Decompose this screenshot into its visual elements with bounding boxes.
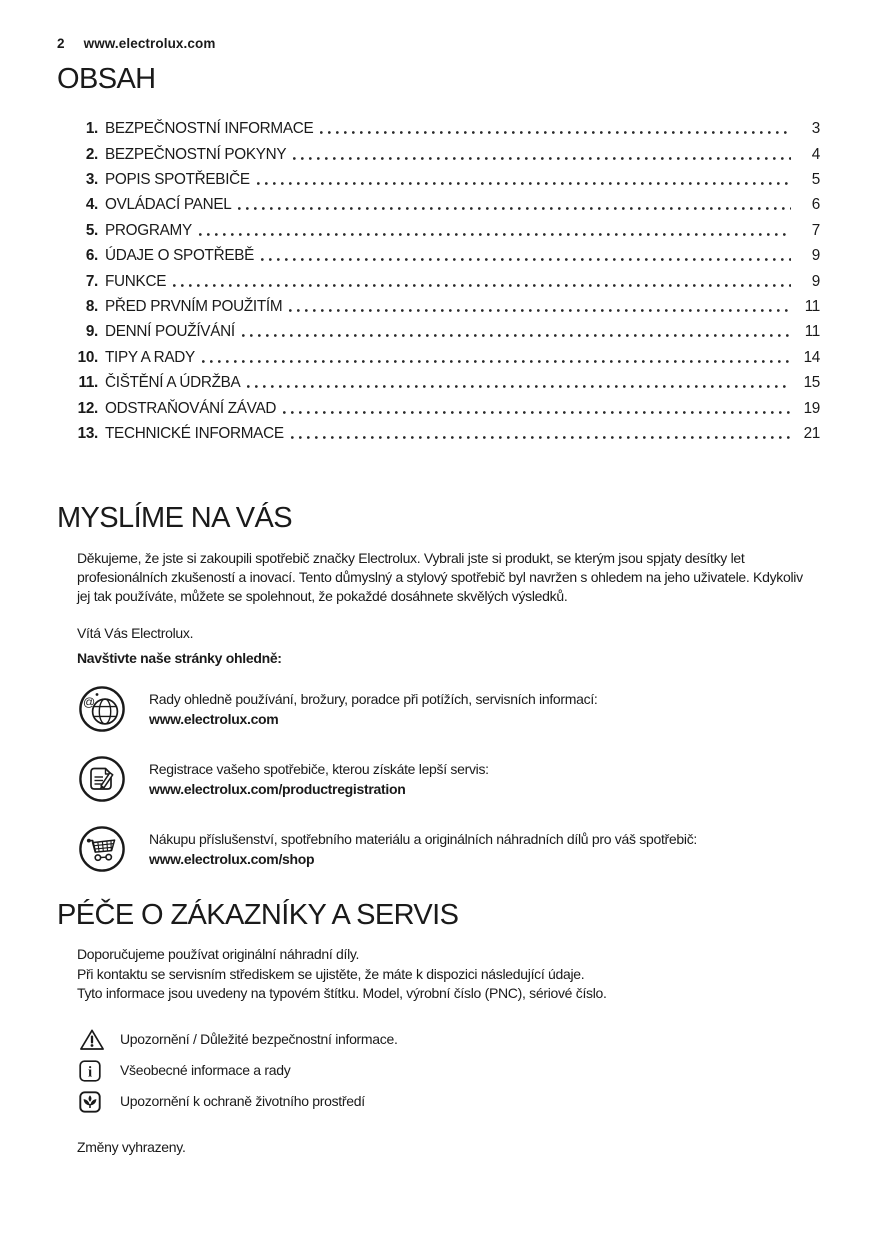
toc-leader-dots: [199, 233, 791, 236]
globe-at-icon: [78, 685, 126, 733]
toc-item-label: BEZPEČNOSTNÍ POKYNY: [105, 145, 287, 163]
customer-care-text: [77, 945, 820, 1003]
link-url[interactable]: www.electrolux.com/productregistration: [149, 780, 406, 797]
toc-item[interactable]: [57, 189, 820, 214]
shopping-cart-icon: [78, 825, 126, 873]
toc-title: OBSAH: [57, 63, 156, 95]
toc-item[interactable]: [57, 113, 820, 138]
toc-leader-dots: [291, 436, 791, 439]
toc-item[interactable]: [57, 138, 820, 163]
toc-item-label: ODSTRAŇOVÁNÍ ZÁVAD: [105, 399, 277, 417]
toc-item-page: 9: [811, 272, 820, 290]
link-text-block: [149, 755, 489, 799]
toc-item[interactable]: [57, 265, 820, 290]
section-title-we-think-of-you: MYSLÍME NA VÁS: [57, 501, 292, 534]
toc-item-label: TIPY A RADY: [105, 348, 195, 366]
info-note: [79, 1055, 820, 1086]
website-link-row: [78, 685, 820, 733]
care-line: Tyto informace jsou uvedeny na typovém štítku. Model, výrobní číslo (PNC), sériové číslo.: [77, 984, 607, 1001]
legend-notes: [57, 1024, 820, 1117]
link-url[interactable]: www.electrolux.com: [149, 710, 279, 727]
toc-item[interactable]: [57, 164, 820, 189]
toc-item[interactable]: [57, 214, 820, 239]
toc-leader-dots: [247, 385, 791, 388]
toc-leader-dots: [289, 309, 791, 312]
toc-item-number: 8.: [85, 298, 98, 316]
toc-item-label: DENNÍ POUŽÍVÁNÍ: [105, 323, 235, 341]
shop-link-row: [78, 825, 820, 873]
svg-text:i: i: [88, 1064, 92, 1081]
toc-item-label: FUNKCE: [105, 272, 167, 290]
toc-item-page: 3: [811, 120, 820, 138]
warning-note: [79, 1024, 820, 1055]
toc-item-label: PROGRAMY: [105, 221, 192, 239]
toc-item-label: ÚDAJE O SPOTŘEBĚ: [105, 247, 255, 265]
toc-item-label: TECHNICKÉ INFORMACE: [105, 424, 284, 442]
toc-item[interactable]: [57, 367, 820, 392]
toc-item-number: 4.: [85, 196, 98, 214]
toc-item-number: 12.: [77, 399, 98, 417]
toc-leader-dots: [202, 360, 791, 363]
section-title-customer-care: PÉČE O ZÁKAZNÍKY A SERVIS: [57, 899, 459, 932]
toc-item[interactable]: [57, 392, 820, 417]
toc-item[interactable]: [57, 240, 820, 265]
toc-leader-dots: [261, 258, 791, 261]
page-header: [57, 36, 820, 51]
care-line: Doporučujeme používat originální náhradní díly.: [77, 946, 360, 963]
toc-item-page: 21: [803, 424, 820, 442]
table-of-contents: [57, 113, 820, 443]
toc-item[interactable]: [57, 418, 820, 443]
site-url: www.electrolux.com: [83, 36, 216, 51]
toc-item-page: 11: [804, 298, 820, 316]
toc-item-page: 9: [811, 247, 820, 265]
toc-item-number: 11.: [78, 374, 98, 392]
toc-item-page: 19: [803, 399, 820, 417]
registration-link-row: [78, 755, 820, 803]
toc-item-number: 6.: [85, 247, 98, 265]
toc-leader-dots: [257, 182, 791, 185]
link-url[interactable]: www.electrolux.com/shop: [149, 850, 315, 867]
svg-text:@: @: [83, 695, 95, 710]
toc-item-page: 14: [803, 348, 820, 366]
toc-item-number: 13.: [77, 424, 98, 442]
welcome-line: Vítá Vás Electrolux.: [77, 624, 194, 641]
toc-item[interactable]: [57, 341, 820, 366]
toc-item-number: 3.: [85, 171, 98, 189]
toc-item-label: ČIŠTĚNÍ A ÚDRŽBA: [105, 374, 241, 392]
warning-icon: [79, 1028, 105, 1051]
toc-item-page: 6: [811, 196, 820, 214]
toc-leader-dots: [283, 411, 791, 414]
toc-item-number: 2.: [85, 145, 98, 163]
link-text-block: [149, 685, 598, 729]
toc-item[interactable]: [57, 291, 820, 316]
toc-item-number: 1.: [85, 120, 98, 138]
subject-to-change-note: Změny vyhrazeny.: [77, 1139, 186, 1156]
link-description: Rady ohledně používání, brožury, poradce při potížích, servisních informací:: [149, 691, 598, 708]
toc-item-page: 15: [803, 374, 820, 392]
toc-leader-dots: [320, 131, 791, 134]
link-description: Nákupu příslušenství, spotřebního materiálu a originálních náhradních dílů pro váš spotřebič:: [149, 831, 697, 848]
toc-item-number: 9.: [85, 323, 98, 341]
product-registration-icon: [78, 755, 126, 803]
toc-item[interactable]: [57, 316, 820, 341]
toc-leader-dots: [238, 207, 791, 210]
note-text: Všeobecné informace a rady: [120, 1061, 291, 1078]
toc-item-number: 10.: [77, 348, 98, 366]
environment-note: [79, 1086, 820, 1117]
toc-item-label: OVLÁDACÍ PANEL: [105, 196, 232, 214]
toc-item-page: 7: [811, 221, 820, 239]
note-text: Upozornění / Důležité bezpečnostní informace.: [120, 1030, 398, 1047]
toc-item-label: POPIS SPOTŘEBIČE: [105, 171, 250, 189]
info-icon: [79, 1060, 105, 1082]
care-line: Při kontaktu se servisním střediskem se ujistěte, že máte k dispozici následující údaje.: [77, 965, 585, 982]
page-number: 2: [57, 36, 65, 51]
toc-item-number: 5.: [85, 221, 98, 239]
toc-item-page: 5: [811, 171, 820, 189]
toc-leader-dots: [173, 284, 791, 287]
toc-item-number: 7.: [85, 272, 98, 290]
link-text-block: [149, 825, 697, 869]
toc-item-label: PŘED PRVNÍM POUŽITÍM: [105, 298, 283, 316]
intro-paragraph: Děkujeme, že jste si zakoupili spotřebič značky Electrolux. Vybrali jste si produkt, se kterým jsou spjaty desítky let profesionálních zkušeností a inovací. Tento důmyslný a stylový spotřebič byl navržen s ohledem na jeho uživatele. Kdykoliv jej tak používáte, můžete se spolehnout, že pokaždé dosáhnete skvělých výsledků.: [77, 549, 803, 605]
environment-icon: [79, 1091, 105, 1113]
toc-item-page: 11: [804, 323, 820, 341]
toc-leader-dots: [242, 334, 791, 337]
toc-leader-dots: [293, 157, 791, 160]
note-text: Upozornění k ochraně životního prostředí: [120, 1092, 365, 1109]
link-description: Registrace vašeho spotřebiče, kterou získáte lepší servis:: [149, 761, 489, 778]
toc-item-page: 4: [811, 145, 820, 163]
visit-sites-line: Navštivte naše stránky ohledně:: [77, 650, 282, 667]
toc-item-label: BEZPEČNOSTNÍ INFORMACE: [105, 120, 314, 138]
